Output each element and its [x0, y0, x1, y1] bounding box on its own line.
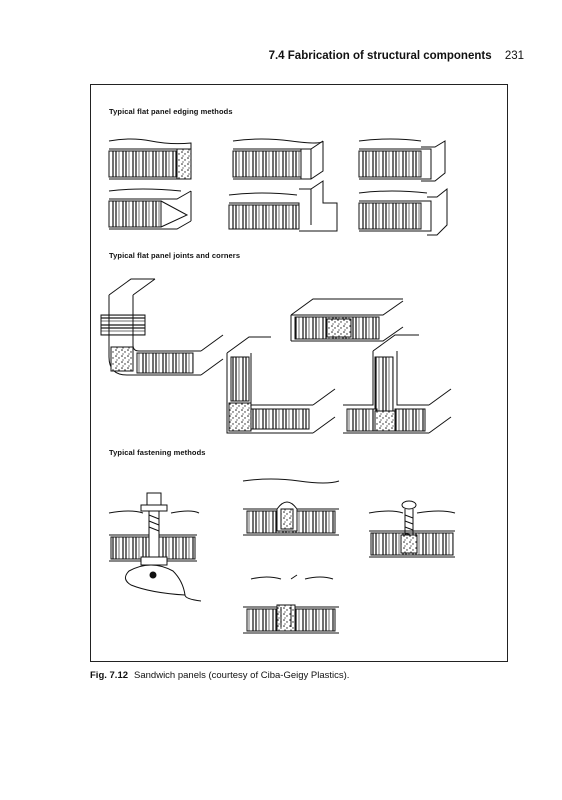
figure-caption	[90, 670, 349, 681]
panel-illustrations	[91, 85, 509, 663]
fastener-potted-insert	[243, 575, 339, 633]
section-title: 7.4 Fabrication of structural components	[268, 50, 492, 62]
caption-text: Sandwich panels (courtesy of Ciba-Geigy Plastics).	[134, 670, 350, 681]
caption-label: Fig. 7.12	[90, 670, 129, 681]
running-head	[269, 50, 524, 62]
edging-heading: Typical flat panel edging methods	[109, 107, 233, 116]
edging-example-1	[109, 139, 191, 179]
edging-example-6	[359, 189, 447, 235]
figure-frame	[90, 84, 508, 662]
joint-l-corner	[227, 337, 335, 433]
fastening-heading: Typical fastening methods	[109, 448, 206, 457]
fastener-bolt-through	[109, 493, 201, 601]
edging-example-2	[233, 139, 323, 179]
fastener-insert	[243, 479, 339, 535]
edging-example-3	[359, 139, 445, 181]
fastener-screw	[369, 501, 455, 557]
page-number: 231	[504, 50, 524, 62]
joint-butt-splice	[291, 299, 403, 341]
edging-example-4	[109, 189, 191, 229]
joint-curved-corner	[101, 279, 223, 375]
joint-t-junction	[343, 335, 451, 433]
joints-heading: Typical flat panel joints and corners	[109, 251, 241, 260]
edging-example-5	[229, 181, 337, 231]
